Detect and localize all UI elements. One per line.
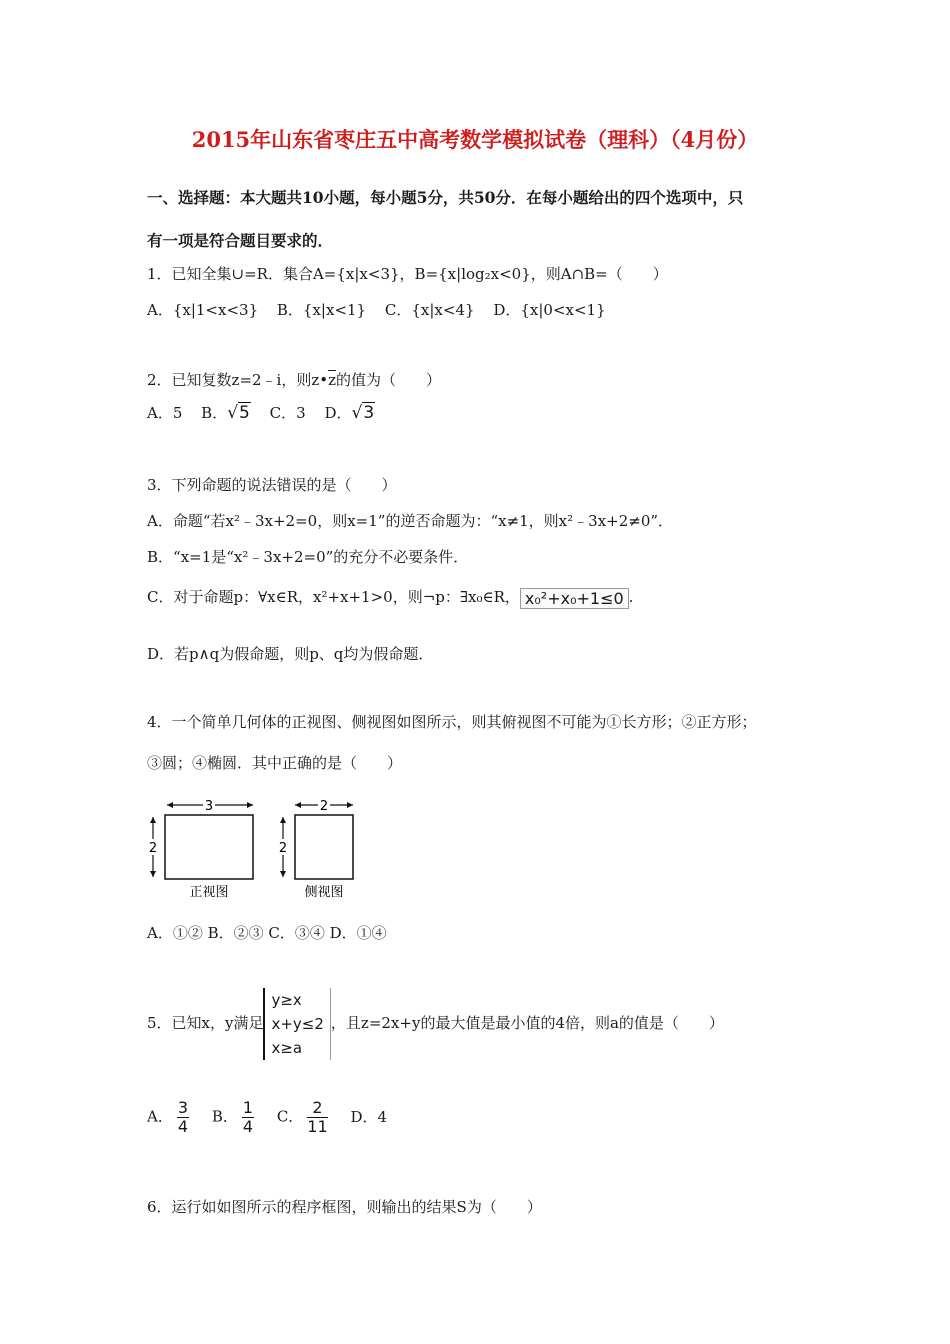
q5-option-d: D．4	[350, 1107, 388, 1126]
side-view	[277, 798, 353, 900]
constraint-system: y≥x x+y≤2 x≥a	[263, 988, 330, 1060]
page-title: 2015年山东省枣庄五中高考数学模拟试卷（理科）（4月份）	[191, 127, 759, 152]
question-1-stem: 1．已知全集∪=R．集合A={x|x<3}，B={x|log₂x<0}，则A∩B=（ ）	[147, 265, 668, 283]
question-4-stem-line1: 4．一个简单几何体的正视图、侧视图如图所示，则其俯视图不可能为①长方形；②正方形；	[147, 713, 757, 731]
sqrt-3: √3	[351, 403, 375, 423]
fraction-3-4: $\frac{3}{4}$	[177, 1098, 189, 1136]
question-6-stem: 6．运行如如图所示的程序框图，则输出的结果S为（ ）	[147, 1198, 542, 1216]
q5-option-a: A． $\frac{3}{4}$	[147, 1098, 189, 1136]
q1-option-a: A．{x|1<x<3}	[147, 301, 259, 319]
question-4-stem-line2: ③圆；④椭圆．其中正确的是（ ）	[147, 754, 403, 772]
q2-option-c: C．3	[269, 404, 306, 422]
q3-option-c: C．对于命题p：∀x∈R，x²+x+1>0，则¬p：∃x₀∈R， x₀²+x₀+1≤0 .	[147, 588, 634, 608]
question-1-options	[147, 299, 620, 320]
section-heading-line2: 有一项是符合题目要求的．	[147, 231, 334, 250]
fraction-2-11: $\frac{2}{11}$	[307, 1098, 328, 1136]
question-5-stem: 5．已知x，y满足 y≥x x+y≤2 x≥a ，且z=2x+y的最大值是最小值的4倍，则a的值是（ ）	[147, 988, 724, 1060]
front-view-caption: 正视图	[189, 885, 229, 900]
q3-option-d: D．若p∧q为假命题，则p、q均为假命题．	[147, 645, 434, 663]
q5-option-b: B． $\frac{1}{4}$	[211, 1098, 254, 1136]
front-view	[147, 798, 253, 900]
negation-formula: x₀²+x₀+1≤0	[520, 588, 629, 609]
side-height-label: 2	[278, 841, 288, 856]
question-5-options	[147, 1099, 401, 1136]
q5-option-c: C． $\frac{2}{11}$	[276, 1098, 328, 1136]
fraction-1-4: $\frac{1}{4}$	[242, 1098, 254, 1136]
front-width-label: 3	[204, 799, 214, 814]
q1-option-c: C．{x|x<4}	[384, 301, 475, 319]
q3-option-a: A．命题“若x²﹣3x+2=0，则x=1”的逆否命题为：“x≠1，则x²﹣3x+2≠0”．	[147, 512, 674, 530]
side-view-caption: 侧视图	[304, 885, 344, 900]
side-width-label: 2	[319, 799, 329, 814]
question-2-options	[147, 402, 389, 423]
question-3-stem: 3．下列命题的说法错误的是（ ）	[147, 476, 397, 494]
three-view-figure	[145, 795, 365, 903]
q2-option-a: A．5	[147, 404, 183, 422]
q1-option-b: B．{x|x<1}	[276, 301, 367, 319]
question-4-options: A．①② B．②③ C．③④ D．①④	[147, 924, 387, 942]
q2-option-d: D．√3	[324, 403, 375, 423]
q2-option-b: B．√5	[201, 403, 250, 423]
question-2-stem: 2．已知复数z=2﹣i，则$z•\overline{z}$的值为（ ）	[147, 371, 442, 389]
q3-option-b: B．“x=1是“x²﹣3x+2=0”的充分不必要条件．	[147, 548, 469, 566]
sqrt-5: √5	[227, 403, 250, 423]
q1-option-d: D．{x|0<x<1}	[493, 301, 606, 319]
front-height-label: 2	[148, 841, 158, 856]
section-heading-line1: 一、选择题：本大题共10小题，每小题5分，共50分．在每小题给出的四个选项中，只	[147, 188, 744, 207]
conjugate-z: $\overline{z}$	[328, 371, 337, 389]
